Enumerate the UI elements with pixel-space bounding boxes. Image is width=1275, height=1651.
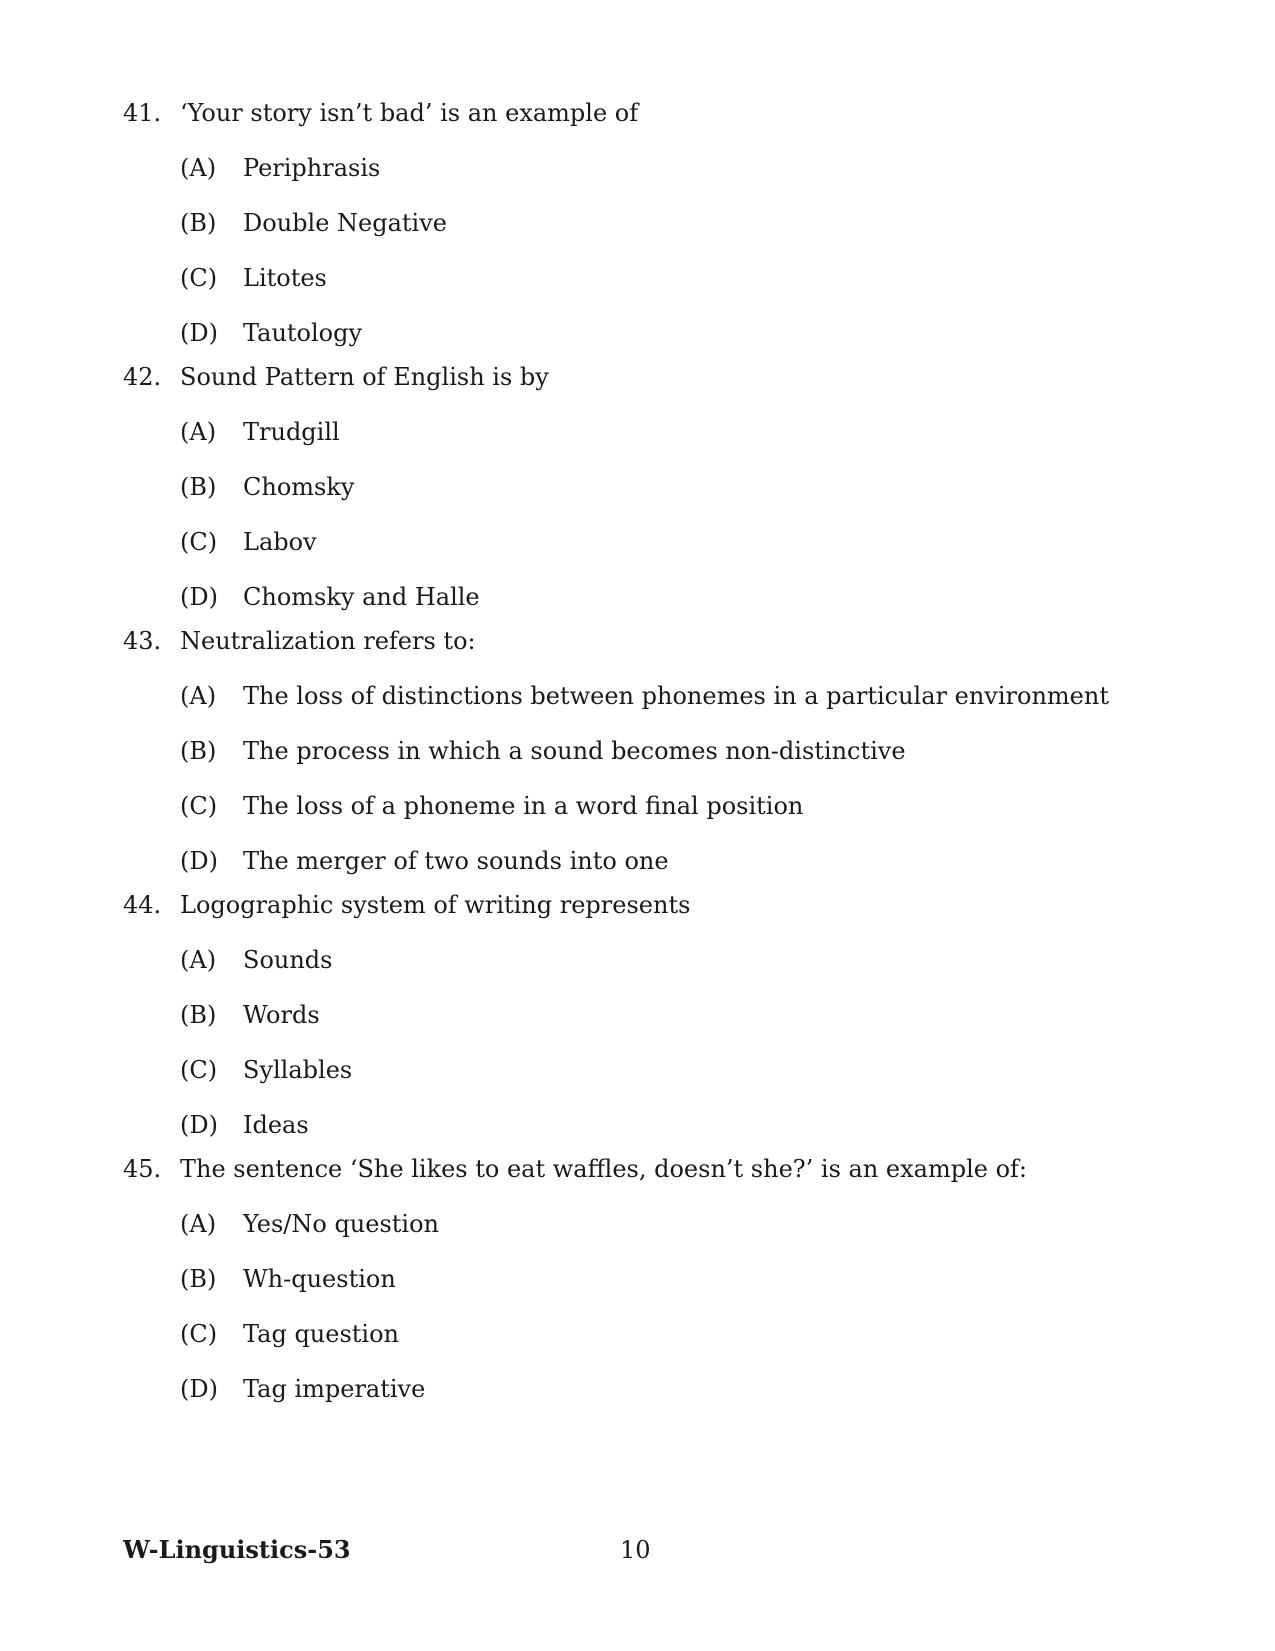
option-text: Double Negative: [243, 209, 447, 237]
option-c: [123, 522, 1183, 562]
option-text: The process in which a sound becomes non-distinctive: [243, 737, 906, 765]
question-stem: [123, 621, 1183, 661]
question-43: [123, 621, 1183, 881]
question-text: Neutralization refers to:: [180, 627, 476, 655]
option-letter: (D): [180, 319, 218, 347]
question-41: [123, 93, 1183, 353]
question-number: 45.: [123, 1155, 162, 1183]
option-letter: (B): [180, 1001, 217, 1029]
page-number: 10: [620, 1536, 651, 1564]
option-d: [123, 313, 1183, 353]
option-c: [123, 1314, 1183, 1354]
option-letter: (B): [180, 1265, 217, 1293]
option-letter: (D): [180, 847, 218, 875]
question-stem: [123, 885, 1183, 925]
option-b: [123, 731, 1183, 771]
option-text: Syllables: [243, 1056, 353, 1084]
option-letter: (C): [180, 792, 218, 820]
option-letter: (B): [180, 209, 217, 237]
question-45: [123, 1149, 1183, 1409]
option-letter: (B): [180, 737, 217, 765]
option-text: Yes/No question: [243, 1210, 440, 1238]
question-stem: [123, 357, 1183, 397]
question-number: 44.: [123, 891, 162, 919]
option-text: The loss of distinctions between phonemes in a particular environment: [243, 682, 1109, 710]
option-a: [123, 1204, 1183, 1244]
option-letter: (C): [180, 528, 218, 556]
question-number: 43.: [123, 627, 162, 655]
option-letter: (C): [180, 1056, 218, 1084]
option-letter: (A): [180, 682, 217, 710]
option-text: Tag question: [243, 1320, 400, 1348]
question-number: 42.: [123, 363, 162, 391]
option-text: Trudgill: [243, 418, 340, 446]
question-44: [123, 885, 1183, 1145]
option-text: Chomsky and Halle: [243, 583, 480, 611]
option-b: [123, 995, 1183, 1035]
option-c: [123, 258, 1183, 298]
option-text: Litotes: [243, 264, 327, 292]
option-b: [123, 203, 1183, 243]
page-footer: [123, 1530, 1183, 1570]
option-text: Tautology: [243, 319, 363, 347]
option-b: [123, 1259, 1183, 1299]
option-text: Words: [243, 1001, 320, 1029]
option-text: The loss of a phoneme in a word final position: [243, 792, 804, 820]
option-d: [123, 577, 1183, 617]
option-text: Ideas: [243, 1111, 309, 1139]
option-letter: (D): [180, 1375, 218, 1403]
option-letter: (D): [180, 583, 218, 611]
option-text: Labov: [243, 528, 317, 556]
option-text: Tag imperative: [243, 1375, 426, 1403]
option-letter: (A): [180, 418, 217, 446]
option-text: Periphrasis: [243, 154, 381, 182]
question-42: [123, 357, 1183, 617]
question-stem: [123, 1149, 1183, 1189]
option-text: Wh-question: [243, 1265, 396, 1293]
option-letter: (C): [180, 1320, 218, 1348]
option-letter: (A): [180, 1210, 217, 1238]
option-letter: (C): [180, 264, 218, 292]
option-c: [123, 1050, 1183, 1090]
option-text: The merger of two sounds into one: [243, 847, 669, 875]
option-c: [123, 786, 1183, 826]
question-text: ‘Your story isn’t bad’ is an example of: [180, 99, 639, 127]
option-a: [123, 940, 1183, 980]
option-a: [123, 676, 1183, 716]
option-d: [123, 1105, 1183, 1145]
option-letter: (A): [180, 946, 217, 974]
question-stem: [123, 93, 1183, 133]
option-d: [123, 841, 1183, 881]
option-b: [123, 467, 1183, 507]
paper-code: W-Linguistics-53: [123, 1535, 351, 1564]
option-letter: (B): [180, 473, 217, 501]
option-letter: (D): [180, 1111, 218, 1139]
option-d: [123, 1369, 1183, 1409]
option-text: Chomsky: [243, 473, 355, 501]
question-text: Sound Pattern of English is by: [180, 363, 549, 391]
option-a: [123, 412, 1183, 452]
option-a: [123, 148, 1183, 188]
option-text: Sounds: [243, 946, 333, 974]
option-letter: (A): [180, 154, 217, 182]
question-text: Logographic system of writing represents: [180, 891, 691, 919]
question-number: 41.: [123, 99, 162, 127]
question-text: The sentence ‘She likes to eat waffles, doesn’t she?’ is an example of:: [180, 1155, 1028, 1183]
